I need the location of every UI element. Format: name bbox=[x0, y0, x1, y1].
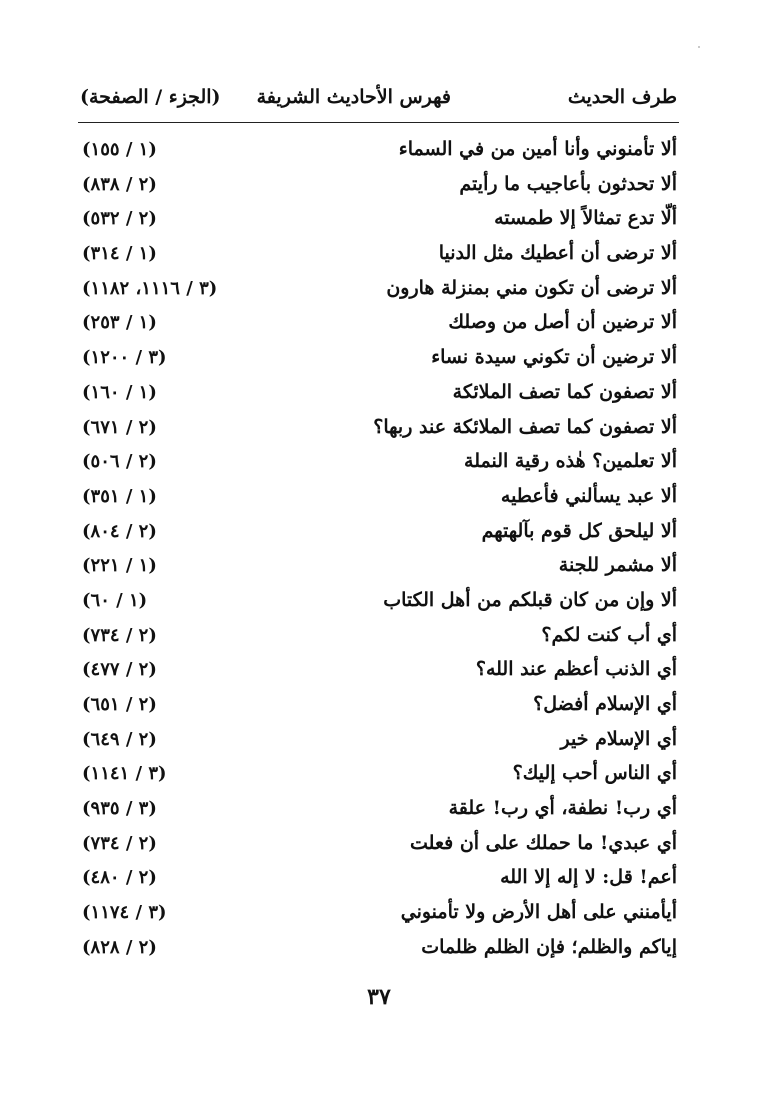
volume-page-reference: (٢ / ٨٣٨) bbox=[82, 173, 157, 195]
index-entry bbox=[78, 620, 679, 655]
hadith-opening-text: أي الناس أحب إليك؟ bbox=[512, 762, 677, 785]
index-entry bbox=[78, 585, 679, 620]
scan-speck bbox=[698, 46, 700, 48]
volume-page-reference: (٣ / ١١١٦، ١١٨٢) bbox=[82, 277, 218, 299]
header-divider bbox=[78, 122, 679, 123]
volume-page-reference: (٣ / ١١٧٤) bbox=[82, 902, 167, 924]
volume-page-reference: (١ / ١٦٠) bbox=[82, 381, 157, 403]
hadith-opening-text: أي الإسلام أفضل؟ bbox=[533, 693, 677, 715]
volume-page-reference: (٢ / ٦٧١) bbox=[82, 416, 157, 438]
hadith-opening-text: ألا وإن من كان قبلكم من أهل الكتاب bbox=[383, 588, 677, 611]
index-entry bbox=[78, 238, 679, 273]
page-number: ٣٧ bbox=[367, 984, 391, 1010]
index-entry bbox=[78, 134, 679, 169]
volume-page-reference: (٣ / ١٢٠٠) bbox=[82, 347, 167, 369]
volume-page-reference: (٢ / ٤٧٧) bbox=[82, 659, 157, 681]
index-entry bbox=[78, 724, 679, 759]
volume-page-reference: (١ / ٢٢١) bbox=[82, 555, 157, 577]
index-entry bbox=[78, 169, 679, 204]
hadith-opening-text: ألا تحدثون بأعاجيب ما رأيتم bbox=[459, 172, 677, 195]
hadith-opening-text: ألا تصفون كما تصف الملائكة عند ربها؟ bbox=[373, 415, 677, 438]
volume-page-reference: (٢ / ٦٤٩) bbox=[82, 728, 157, 750]
volume-page-reference: (٢ / ٥٣٢) bbox=[82, 208, 157, 230]
index-entry bbox=[78, 481, 679, 516]
index-entry bbox=[78, 446, 679, 481]
hadith-opening-text: ألا ترضى أن تكون مني بمنزلة هارون bbox=[386, 276, 677, 299]
volume-page-reference: (٣ / ٩٣٥) bbox=[82, 798, 157, 820]
hadith-opening-text: أي أب كنت لكم؟ bbox=[541, 623, 677, 646]
index-entry bbox=[78, 273, 679, 308]
volume-page-reference: (٣ / ١١٤١) bbox=[82, 763, 167, 785]
hadith-opening-text: ألا عبد يسألني فأعطيه bbox=[500, 484, 677, 507]
volume-page-reference: (١ / ٣٥١) bbox=[82, 485, 157, 507]
index-entry bbox=[78, 377, 679, 412]
header-right-label: طرف الحديث bbox=[567, 86, 677, 108]
hadith-opening-text: ألا ترضى أن أعطيك مثل الدنيا bbox=[438, 242, 677, 265]
volume-page-reference: (٢ / ٧٣٤) bbox=[82, 832, 157, 854]
index-entry bbox=[78, 342, 679, 377]
hadith-opening-text: أي الذنب أعظم عند الله؟ bbox=[475, 658, 677, 681]
hadith-opening-text: ألّا تدع تمثالاً إلا طمسته bbox=[494, 207, 677, 230]
hadith-opening-text: ألا تعلمين؟ هٰذه رقية النملة bbox=[464, 450, 677, 473]
index-entry bbox=[78, 412, 679, 447]
hadith-index-list bbox=[78, 134, 679, 967]
index-entry bbox=[78, 793, 679, 828]
volume-page-reference: (١ / ٣١٤) bbox=[82, 243, 157, 265]
index-entry bbox=[78, 654, 679, 689]
volume-page-reference: (٢ / ٦٥١) bbox=[82, 694, 157, 715]
hadith-opening-text: ألا تصفون كما تصف الملائكة bbox=[452, 380, 677, 403]
volume-page-reference: (٢ / ٧٣٤) bbox=[82, 624, 157, 646]
page-header bbox=[78, 84, 679, 116]
index-entry bbox=[78, 897, 679, 932]
hadith-opening-text: إياكم والظلم؛ فإن الظلم ظلمات bbox=[421, 935, 677, 958]
index-entry bbox=[78, 203, 679, 238]
hadith-opening-text: ألا ترضين أن تكوني سيدة نساء bbox=[431, 346, 677, 369]
header-left-label: (الجزء / الصفحة) bbox=[80, 86, 221, 108]
index-entry bbox=[78, 516, 679, 551]
index-entry bbox=[78, 758, 679, 793]
hadith-opening-text: أي عبدي! ما حملك على أن فعلت bbox=[410, 831, 677, 854]
hadith-opening-text: ألا ليلحق كل قوم بآلهتهم bbox=[481, 519, 677, 542]
hadith-opening-text: أيأمنني على أهل الأرض ولا تأمنوني bbox=[400, 901, 677, 924]
index-entry bbox=[78, 550, 679, 585]
header-title: فهرس الأحاديث الشريفة bbox=[256, 86, 451, 108]
volume-page-reference: (١ / ١٥٥) bbox=[82, 139, 157, 160]
index-entry bbox=[78, 828, 679, 863]
volume-page-reference: (١ / ٢٥٣) bbox=[82, 312, 157, 334]
hadith-opening-text: أي رب! نطفة، أي رب! علقة bbox=[448, 797, 677, 820]
volume-page-reference: (٢ / ٨٠٤) bbox=[82, 520, 157, 542]
volume-page-reference: (٢ / ٤٨٠) bbox=[82, 867, 157, 889]
index-entry bbox=[78, 932, 679, 967]
hadith-opening-text: أعم! قل: لا إله إلا الله bbox=[500, 866, 677, 889]
hadith-opening-text: ألا مشمر للجنة bbox=[558, 554, 677, 577]
hadith-opening-text: ألا تأمنوني وأنا أمين من في السماء bbox=[398, 138, 677, 160]
volume-page-reference: (٢ / ٨٢٨) bbox=[82, 936, 157, 958]
index-entry bbox=[78, 307, 679, 342]
hadith-opening-text: ألا ترضين أن أصل من وصلك bbox=[448, 311, 677, 334]
hadith-opening-text: أي الإسلام خير bbox=[560, 727, 677, 750]
volume-page-reference: (١ / ٦٠) bbox=[82, 589, 148, 611]
index-entry bbox=[78, 689, 679, 724]
index-entry bbox=[78, 862, 679, 897]
volume-page-reference: (٢ / ٥٠٦) bbox=[82, 451, 157, 473]
